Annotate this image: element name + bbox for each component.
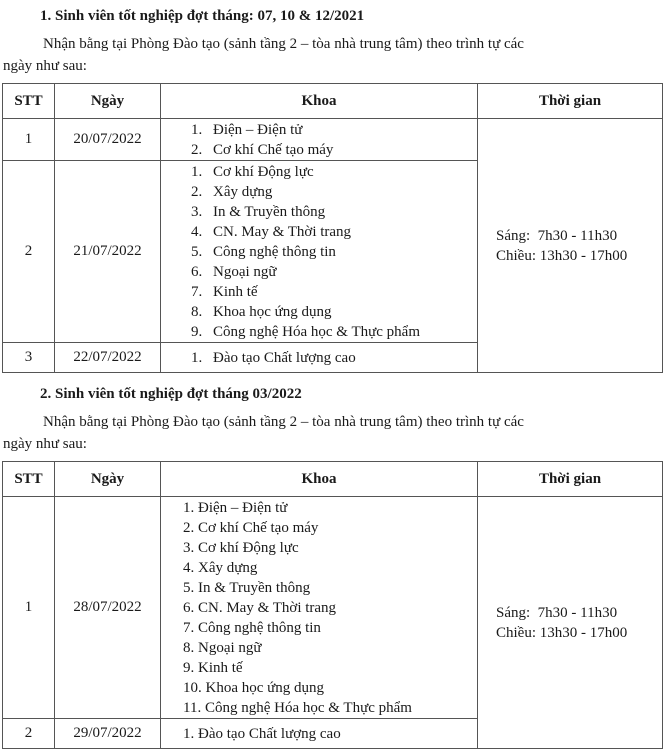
time-morning: Sáng: 7h30 - 11h30 [496,227,618,244]
list-item: 10. Khoa học ứng dụng [183,679,325,696]
list-item: 1. Cơ khí Động lực [191,163,314,180]
section2-heading: 2. Sinh viên tốt nghiệp đợt tháng 03/2022 [40,386,302,402]
row-khoa-list [161,497,478,719]
header-day: Ngày [55,84,161,119]
row-khoa-list [161,719,478,749]
time-afternoon: Chiều: 13h30 - 17h00 [496,624,628,641]
row-day: 28/07/2022 [55,497,161,719]
list-item: 4. Xây dựng [183,559,258,576]
list-item: 11. Công nghệ Hóa học & Thực phẩm [183,699,412,716]
header-stt: STT [3,84,55,119]
section2-paragraph-line2: ngày như sau: [3,436,87,452]
list-item: 6. CN. May & Thời trang [183,599,337,616]
list-item: 1. Điện – Điện tử [183,499,288,516]
header-time: Thời gian [478,84,663,119]
section2-table [2,461,663,749]
row-day: 20/07/2022 [55,119,161,161]
section1-heading: 1. Sinh viên tốt nghiệp đợt tháng: 07, 10 & 12/2021 [40,8,365,24]
header-khoa: Khoa [161,84,478,119]
list-item: 1. Điện – Điện tử [191,121,303,138]
table-row [3,497,663,719]
list-item: 2. Cơ khí Chế tạo máy [183,519,319,536]
list-item: 8. Khoa học ứng dụng [191,303,332,320]
list-item: 6. Ngoại ngữ [191,263,277,280]
row-khoa-list [161,161,478,343]
table-row [3,119,663,161]
time-afternoon: Chiều: 13h30 - 17h00 [496,247,628,264]
section1-paragraph-line2: ngày như sau: [3,58,87,74]
row-day: 21/07/2022 [55,161,161,343]
list-item: 5. In & Truyền thông [183,579,311,596]
list-item: 9. Công nghệ Hóa học & Thực phẩm [191,323,420,340]
section2-paragraph [3,411,643,455]
list-item: 2. Xây dựng [191,183,273,200]
row-stt: 1 [3,497,55,719]
list-item: 1. Đào tạo Chất lượng cao [183,725,341,742]
row-khoa-list [161,343,478,373]
list-item: 2. Cơ khí Chế tạo máy [191,141,334,158]
header-day: Ngày [55,462,161,497]
time-morning: Sáng: 7h30 - 11h30 [496,604,618,621]
row-stt: 2 [3,719,55,749]
list-item: 3. Cơ khí Động lực [183,539,299,556]
table-header-row [3,462,663,497]
row-stt: 2 [3,161,55,343]
list-item: 3. In & Truyền thông [191,203,326,220]
table-header-row [3,84,663,119]
list-item: 9. Kinh tế [183,659,243,676]
row-day: 29/07/2022 [55,719,161,749]
list-item: 7. Công nghệ thông tin [183,619,321,636]
time-cell [478,497,663,749]
section1-paragraph [3,33,643,77]
header-stt: STT [3,462,55,497]
list-item: 4. CN. May & Thời trang [191,223,352,240]
list-item: 5. Công nghệ thông tin [191,243,336,260]
row-stt: 3 [3,343,55,373]
header-time: Thời gian [478,462,663,497]
row-day: 22/07/2022 [55,343,161,373]
list-item: 7. Kinh tế [191,283,258,300]
section1-paragraph-line1: Nhận bằng tại Phòng Đào tạo (sảnh tầng 2 – tòa nhà trung tâm) theo trình tự các [43,36,524,52]
section1-table [2,83,663,373]
time-cell [478,119,663,373]
list-item: 8. Ngoại ngữ [183,639,262,656]
row-stt: 1 [3,119,55,161]
list-item: 1. Đào tạo Chất lượng cao [191,349,356,366]
row-khoa-list [161,119,478,161]
header-khoa: Khoa [161,462,478,497]
section2-paragraph-line1: Nhận bằng tại Phòng Đào tạo (sảnh tầng 2 – tòa nhà trung tâm) theo trình tự các [43,414,524,430]
